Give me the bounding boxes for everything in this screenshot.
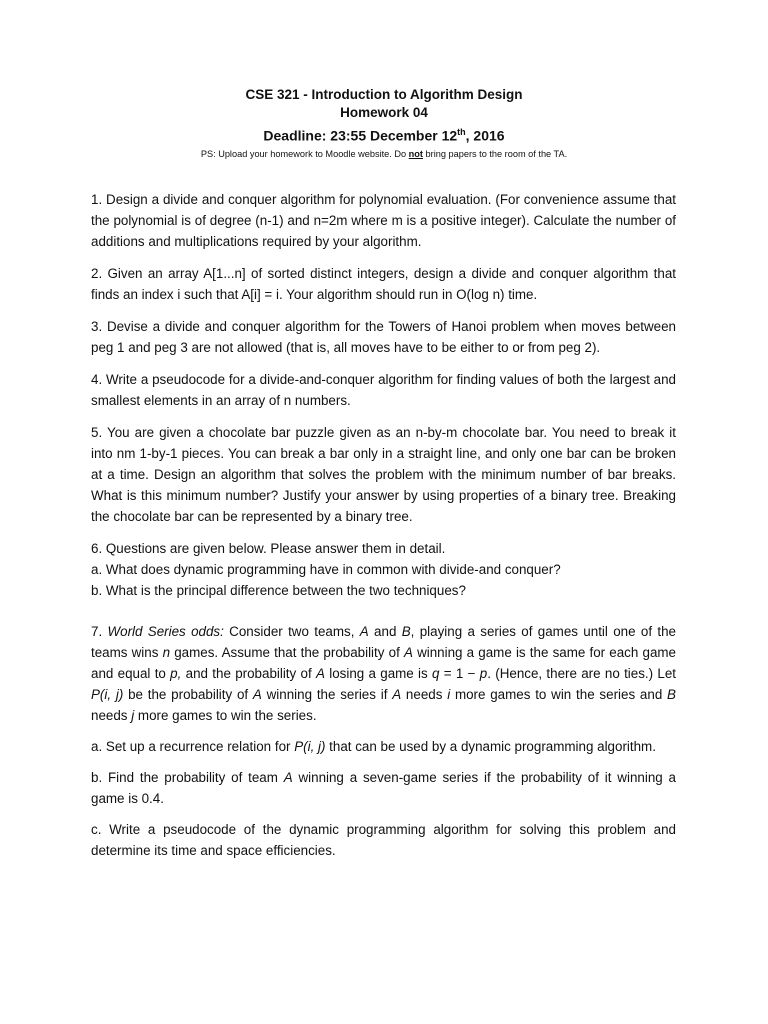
deadline-suffix: , 2016 bbox=[465, 127, 505, 144]
q7-var-a: A bbox=[392, 687, 402, 702]
q7-text: winning a game is the same for each game and equal to bbox=[91, 645, 676, 681]
question-6b: b. What is the principal difference between the two techniques? bbox=[91, 583, 466, 598]
question-3: 3. Devise a divide and conquer algorithm for the Towers of Hanoi problem when moves between peg 1 and peg 3 are not allowed (that is, all moves have to be either to or from peg 2). bbox=[91, 319, 676, 355]
q7-text: winning the series if bbox=[261, 687, 393, 702]
question-7b bbox=[91, 767, 676, 809]
deadline-sup: th bbox=[457, 127, 466, 137]
q7-text: needs bbox=[91, 708, 132, 723]
q7-text: and bbox=[368, 624, 402, 639]
ps-suffix: bring papers to the room of the TA. bbox=[422, 148, 568, 159]
ps-emphasis: not bbox=[408, 148, 423, 159]
q7b-text: winning a seven-game series if the probability of it winning a game is 0.4. bbox=[91, 770, 676, 806]
q7-var-p: p bbox=[479, 666, 488, 681]
course-title: CSE 321 - Introduction to Algorithm Design bbox=[245, 87, 523, 102]
question-5: 5. You are given a chocolate bar puzzle given as an n-by-m chocolate bar. You need to break it into nm 1-by-1 pieces. You can break a bar only in a straight line, and only one bar can be broken at a time. Design an algorithm that solves the problem with the minimum number of bar breaks. What is this minimum number? Justify your answer by using properties of a binary tree. Breaking the chocolate bar can be represented by a binary tree. bbox=[91, 425, 676, 524]
question-7c: c. Write a pseudocode of the dynamic programming algorithm for solving this problem and determine its time and space efficiencies. bbox=[91, 822, 676, 858]
q7b-text: b. Find the probability of team bbox=[91, 770, 284, 785]
document-header bbox=[0, 86, 768, 161]
q7-var-b: B bbox=[667, 687, 676, 702]
q7-var-a: A bbox=[359, 624, 369, 639]
q7-text: = 1 − bbox=[439, 666, 480, 681]
q7-var-a: A bbox=[316, 666, 325, 681]
q7-var-j: j bbox=[131, 708, 135, 723]
q7-text: needs bbox=[401, 687, 448, 702]
q7-text: more games to win the series and bbox=[450, 687, 668, 702]
deadline bbox=[0, 122, 768, 146]
question-4: 4. Write a pseudocode for a divide-and-conquer algorithm for finding values of both the largest and smallest elements in an array of n numbers. bbox=[91, 372, 676, 408]
q7-text: . (Hence, there are no ties.) Let bbox=[487, 666, 677, 681]
q7-var-q: q bbox=[432, 666, 440, 681]
q7-text: more games to win the series. bbox=[134, 708, 317, 723]
q7-var-n: n bbox=[162, 645, 171, 660]
question-7 bbox=[91, 621, 676, 726]
ps-prefix: PS: Upload your homework to Moodle website. Do bbox=[200, 148, 409, 159]
question-2: 2. Given an array A[1...n] of sorted distinct integers, design a divide and conquer algorithm that finds an index i such that A[i] = i. Your algorithm should run in O(log n) time. bbox=[91, 266, 676, 302]
q7-var-i: i bbox=[447, 687, 451, 702]
homework-title: Homework 04 bbox=[340, 105, 428, 120]
q7a-text: a. Set up a recurrence relation for bbox=[91, 739, 295, 754]
q7-text: , playing a series of games until one of the teams wins bbox=[91, 624, 676, 660]
question-7a bbox=[91, 736, 676, 757]
deadline-prefix: Deadline: 23:55 December 12 bbox=[263, 127, 458, 144]
q7-var-pij: P(i, j) bbox=[91, 687, 124, 702]
question-6-intro: 6. Questions are given below. Please answer them in detail. bbox=[91, 541, 446, 556]
questions-body bbox=[91, 189, 676, 861]
ps-note bbox=[0, 147, 768, 161]
q7-text: losing a game is bbox=[324, 666, 433, 681]
q7a-text: that can be used by a dynamic programming algorithm. bbox=[325, 739, 656, 754]
q7-title: World Series odds: bbox=[107, 624, 224, 639]
q7-text: and the probability of bbox=[181, 666, 316, 681]
question-6a: a. What does dynamic programming have in common with divide-and conquer? bbox=[91, 562, 561, 577]
q7-var-p: p, bbox=[170, 666, 182, 681]
question-1: 1. Design a divide and conquer algorithm for polynomial evaluation. (For convenience assume that the polynomial is of degree (n-1) and n=2m where m is a positive integer). Calculate the number of additions and multiplications required by your algorithm. bbox=[91, 192, 676, 249]
q7a-var-pij: P(i, j) bbox=[294, 739, 326, 754]
q7-var-a: A bbox=[403, 645, 413, 660]
q7-num: 7. bbox=[91, 624, 108, 639]
q7-var-a: A bbox=[252, 687, 262, 702]
q7-text: games. Assume that the probability of bbox=[170, 645, 404, 660]
q7-text: Consider two teams, bbox=[223, 624, 360, 639]
q7-var-b: B bbox=[401, 624, 411, 639]
q7-text: be the probability of bbox=[123, 687, 253, 702]
q7b-var-a: A bbox=[283, 770, 293, 785]
